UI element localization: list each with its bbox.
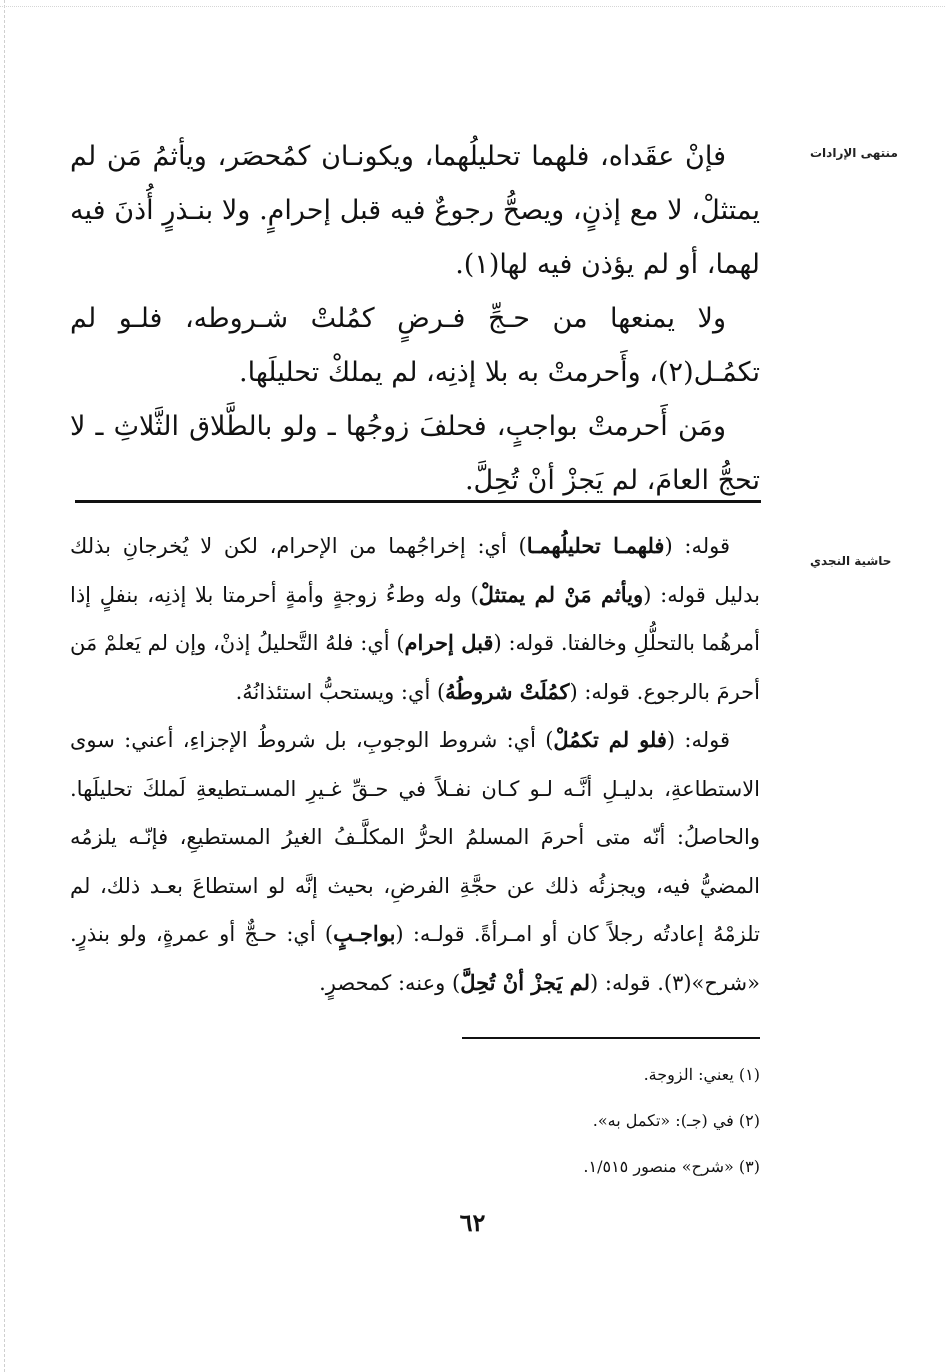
footnote-divider: [462, 1037, 760, 1039]
commentary-text: ) أي: حـجٌّ أو عمرةٍ، ولو بنذرٍ. «شرح»(٣). قوله: (: [70, 922, 760, 995]
footnote: (٣) «شرح» منصور ١/٥١٥.: [583, 1157, 760, 1176]
commentary-block: [70, 522, 760, 1007]
commentary-text: قوله: (: [666, 728, 731, 752]
commentary-text: ) أي: شروط الوجوبِ، بل شروطُ الإجزاءِ، أعني: سوى الاستطاعةِ، بدليـلِ أنَّـه لـو كـان نفـلاً في حـقِّ غـيرِ المسـتطيعةِ لَملكَ تحليلَها. والحاصلُ: أنّه متى أحرمَ المسلمُ الحرُّ المكلَّـفُ الغيرُ المستطيعِ، فإنّـه يلزمُه المضيُّ فيه، ويجزئُه ذلك عن حجَّةِ الفرضِ، بحيث إنَّه لو استطاعَ بعـد ذلك، لم تلزمْهُ إعادتُه رجلاً كان أو امـرأةً. قولـه: (: [70, 728, 760, 946]
main-paragraph: فإنْ عقَداه، فلهما تحليلُهما، ويكونـان كمُحصَر، ويأثمُ مَن لم يمتثلْ، لا مع إذنٍ، ويصحُّ رجوعٌ فيه قبل إحرامٍ. ولا بنـذرٍ أُذنَ فيه لهما، أو لم يؤذن فيه لها(١).: [70, 141, 760, 280]
scan-border-top: [0, 6, 945, 7]
side-label-main-text: منتهى الإرادات: [810, 146, 898, 160]
commentary-text: ) أي: فلهُ التَّحليلُ إذنْ، وإن لم يَعلمْ مَن أحرمَ بالرجوع. قوله: (: [70, 631, 760, 704]
commentary-text: ) وعنه: كمحصرٍ.: [319, 970, 461, 995]
section-divider: [75, 500, 761, 503]
page-number: ٦٢: [459, 1208, 486, 1237]
main-text-block: [70, 130, 760, 508]
commentary-text: ) أي: إخراجُهما من الإحرام، لكن لا يُخرجانِ بذلك بدليل قوله: (: [70, 534, 760, 607]
lemma-quote: بواجـبٍ: [333, 921, 396, 946]
lemma-quote: ويأثم مَنْ لم يمتثلْ: [478, 581, 644, 607]
commentary-paragraph: [70, 716, 760, 1007]
lemma-quote: قبل إحرام: [404, 630, 494, 655]
scan-border-left: [4, 0, 19, 1372]
footnote: (١) يعني: الزوجة.: [643, 1065, 760, 1084]
main-paragraph: ولا يمنعها من حـجِّ فـرضٍ كمُلتْ شـروطه، فلـو لم تكمُـل(٢)، وأَحرمتْ به بلا إذنِه، لم يملكْ تحليلَها.: [70, 303, 760, 388]
commentary-text: ) وله وطءُ زوجةٍ وأمةٍ أحرمتا بلا إذنِه، بنفلٍ إذا أمرهُما بالتحلُّلِ وخالفتا. قوله: (: [70, 582, 760, 655]
commentary-text: قوله: (: [664, 534, 730, 558]
footnote: (٢) في (جـ): «تكمل به».: [592, 1111, 760, 1130]
commentary-paragraph: [70, 522, 760, 716]
lemma-quote: فلهمـا تحليلُهمـا: [526, 533, 665, 558]
main-paragraph: ومَن أَحرمتْ بواجبٍ، فحلفَ زوجُها ـ ولو بالطَّلاق الثَّلاثِ ـ لا تحجُّ العامَ، لم يَجزْ أنْ تُحِلَّ.: [70, 411, 760, 496]
commentary-text: ) أي: ويستحبُّ استئذانُهُ.: [235, 679, 446, 704]
side-label-commentary: حاشية النجدي: [810, 554, 892, 568]
lemma-quote: لم يَجزْ أنْ تُحِلَّ: [460, 969, 591, 995]
lemma-quote: فلو لم تكمُلْ: [553, 727, 667, 752]
lemma-quote: كمُلَتْ شروطُهُ: [445, 678, 570, 704]
footnotes-block: [70, 1052, 760, 1190]
